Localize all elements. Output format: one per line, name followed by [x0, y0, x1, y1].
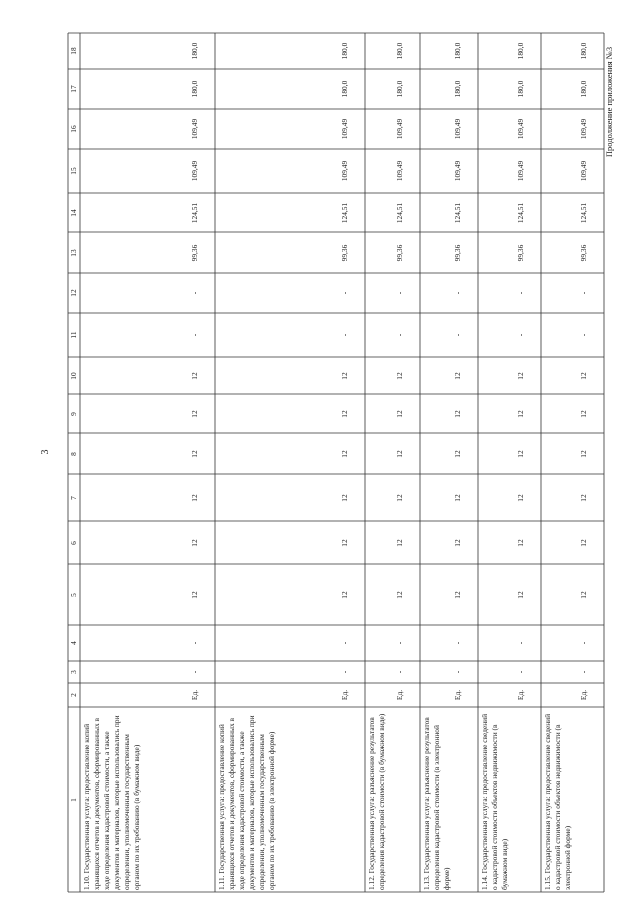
- table-cell: 12: [395, 409, 404, 418]
- table-cell: 12: [190, 538, 199, 547]
- table-cell: 12: [190, 493, 199, 502]
- table-cell: -: [340, 291, 349, 295]
- table-cell: 12: [340, 449, 349, 458]
- table-cell: 124,51: [340, 202, 349, 223]
- table-cell: 109,49: [190, 118, 199, 140]
- table-cell: 99,36: [453, 244, 462, 261]
- table-cell: 99,36: [340, 244, 349, 261]
- row-name: 1.14. Государственная услуга: предоставление сведений о кадастровой стоимости объектов недвижимости (в бумажном виде): [480, 713, 509, 890]
- row-name: 1.12. Государственная услуга: разъяснение результатов определения кадастровой стоимости (в бумажном виде): [367, 713, 386, 890]
- column-header: 12: [69, 289, 78, 297]
- table-cell: -: [395, 333, 404, 337]
- page-number: 3: [40, 449, 51, 455]
- table-cell: 180,0: [516, 80, 525, 98]
- column-header: 8: [69, 451, 78, 456]
- table-cell: 180,0: [395, 80, 404, 98]
- column-header: 5: [69, 592, 78, 597]
- table-cell: 12: [579, 590, 588, 599]
- table-cell: Ед.: [340, 689, 349, 701]
- table-cell: 180,0: [453, 80, 462, 98]
- table-cell: 109,49: [516, 160, 525, 182]
- table-cell: 12: [453, 449, 462, 458]
- table-cell: 99,36: [190, 244, 199, 261]
- table-cell: 109,49: [190, 160, 199, 182]
- column-header: 7: [69, 495, 78, 500]
- row-name: 1.11. Государственная услуга: предоставление копий хранящихся отчетов и документов, сформированных в ходе определения кадастровой стоимости, а также документов и материалов, которые использовались при определении, уполномоченным государственным органом по их требованию (в электронной форме): [217, 715, 276, 890]
- table-cell: 124,51: [453, 202, 462, 223]
- table-cell: 109,49: [516, 118, 525, 140]
- table-cell: -: [190, 291, 199, 295]
- table-cell: 109,49: [395, 118, 404, 140]
- table-cell: 12: [340, 409, 349, 418]
- table-cell: 180,0: [453, 42, 462, 60]
- table-cell: 124,51: [579, 202, 588, 223]
- table-cell: 180,0: [340, 80, 349, 98]
- table-cell: 109,49: [340, 160, 349, 182]
- table-cell: 12: [190, 409, 199, 418]
- column-header: 4: [69, 641, 78, 645]
- column-header: 13: [69, 248, 78, 257]
- column-header: 18: [69, 47, 78, 55]
- table-cell: 109,49: [579, 160, 588, 182]
- table-cell: -: [516, 670, 525, 674]
- table-cell: 12: [340, 371, 349, 380]
- table-cell: 180,0: [579, 42, 588, 60]
- table-cell: -: [579, 670, 588, 674]
- table-cell: 99,36: [579, 244, 588, 261]
- table-cell: 12: [516, 371, 525, 380]
- table-cell: 12: [190, 590, 199, 599]
- table-cell: Ед.: [453, 689, 462, 701]
- row-name: 1.13. Государственная услуга: разъяснение результатов определения кадастровой стоимости (в электронной форме): [422, 717, 451, 890]
- table-cell: 180,0: [395, 42, 404, 60]
- table-cell: 12: [453, 371, 462, 380]
- column-header: 3: [69, 670, 78, 674]
- table-cell: -: [190, 333, 199, 337]
- table-cell: 12: [516, 590, 525, 599]
- table-cell: -: [579, 291, 588, 295]
- table-cell: 12: [395, 538, 404, 547]
- table-cell: -: [453, 291, 462, 295]
- table-cell: -: [340, 641, 349, 645]
- table-cell: Ед.: [395, 689, 404, 701]
- table-cell: 12: [190, 371, 199, 380]
- table-cell: 12: [340, 493, 349, 502]
- table-cell: 180,0: [190, 80, 199, 98]
- table-cell: 109,49: [395, 160, 404, 182]
- table-cell: -: [340, 670, 349, 674]
- table-cell: 12: [395, 493, 404, 502]
- row-name: 1.10. Государственная услуга: предоставление копий хранящихся отчетов и документов, сформированных в ходе определения кадастровой стоимости, а также документов и материалов, которые использовались при определении, уполномоченным государственным органом по их требованию (в бумажном виде): [82, 715, 141, 890]
- table-cell: 12: [579, 538, 588, 547]
- table-cell: 180,0: [340, 42, 349, 60]
- row-name: 1.15. Государственная услуга: предоставление сведений о кадастровой стоимости объектов недвижимости (в электронной форме): [543, 713, 572, 890]
- table-cell: 109,49: [579, 118, 588, 140]
- table-cell: 12: [395, 590, 404, 599]
- table-cell: 12: [453, 493, 462, 502]
- table-cell: 12: [395, 371, 404, 380]
- table-cell: -: [395, 291, 404, 295]
- table-cell: -: [453, 641, 462, 645]
- column-header: 11: [69, 331, 78, 339]
- table-cell: 180,0: [190, 42, 199, 60]
- table-cell: 12: [516, 538, 525, 547]
- column-header: 10: [69, 371, 78, 380]
- table-cell: 12: [516, 449, 525, 458]
- column-header: 6: [69, 540, 78, 545]
- column-header: 9: [69, 411, 78, 416]
- table-cell: -: [453, 670, 462, 674]
- table-cell: -: [579, 333, 588, 337]
- column-header: 1: [69, 797, 78, 802]
- table-cell: 12: [453, 409, 462, 418]
- column-header: 2: [69, 693, 78, 697]
- table-cell: 124,51: [395, 202, 404, 223]
- table-cell: -: [516, 333, 525, 337]
- table-cell: -: [516, 641, 525, 645]
- table-cell: 99,36: [516, 244, 525, 261]
- column-header: 15: [69, 167, 78, 175]
- table-cell: 12: [395, 449, 404, 458]
- table-cell: 12: [453, 538, 462, 547]
- table-cell: 12: [340, 590, 349, 599]
- table-cell: 124,51: [190, 202, 199, 223]
- table-cell: -: [453, 333, 462, 337]
- continuation-note: Продолжение приложения №3: [604, 46, 614, 158]
- table-cell: -: [395, 670, 404, 674]
- table-cell: 12: [579, 409, 588, 418]
- table-cell: -: [579, 641, 588, 645]
- table-cell: 109,49: [453, 160, 462, 182]
- table-cell: 12: [453, 590, 462, 599]
- table-cell: -: [190, 670, 199, 674]
- table-cell: 12: [340, 538, 349, 547]
- table-cell: 12: [516, 493, 525, 502]
- table-cell: -: [340, 333, 349, 337]
- table-cell: 124,51: [516, 202, 525, 223]
- table-cell: 12: [190, 449, 199, 458]
- table-cell: -: [190, 641, 199, 645]
- table-cell: 109,49: [453, 118, 462, 140]
- table-cell: 109,49: [340, 118, 349, 140]
- table-cell: 12: [516, 409, 525, 418]
- table-cell: Ед.: [190, 689, 199, 701]
- table-cell: 180,0: [516, 42, 525, 60]
- column-header: 14: [69, 208, 78, 217]
- column-header: 16: [69, 125, 78, 133]
- table-cell: 12: [579, 493, 588, 502]
- table-cell: Ед.: [516, 689, 525, 701]
- table-cell: 99,36: [395, 244, 404, 261]
- table-cell: 180,0: [579, 80, 588, 98]
- table-cell: 12: [579, 371, 588, 380]
- table-cell: 12: [579, 449, 588, 458]
- column-header: 17: [69, 85, 78, 93]
- table-cell: -: [395, 641, 404, 645]
- table-cell: Ед.: [579, 689, 588, 701]
- table-cell: -: [516, 291, 525, 295]
